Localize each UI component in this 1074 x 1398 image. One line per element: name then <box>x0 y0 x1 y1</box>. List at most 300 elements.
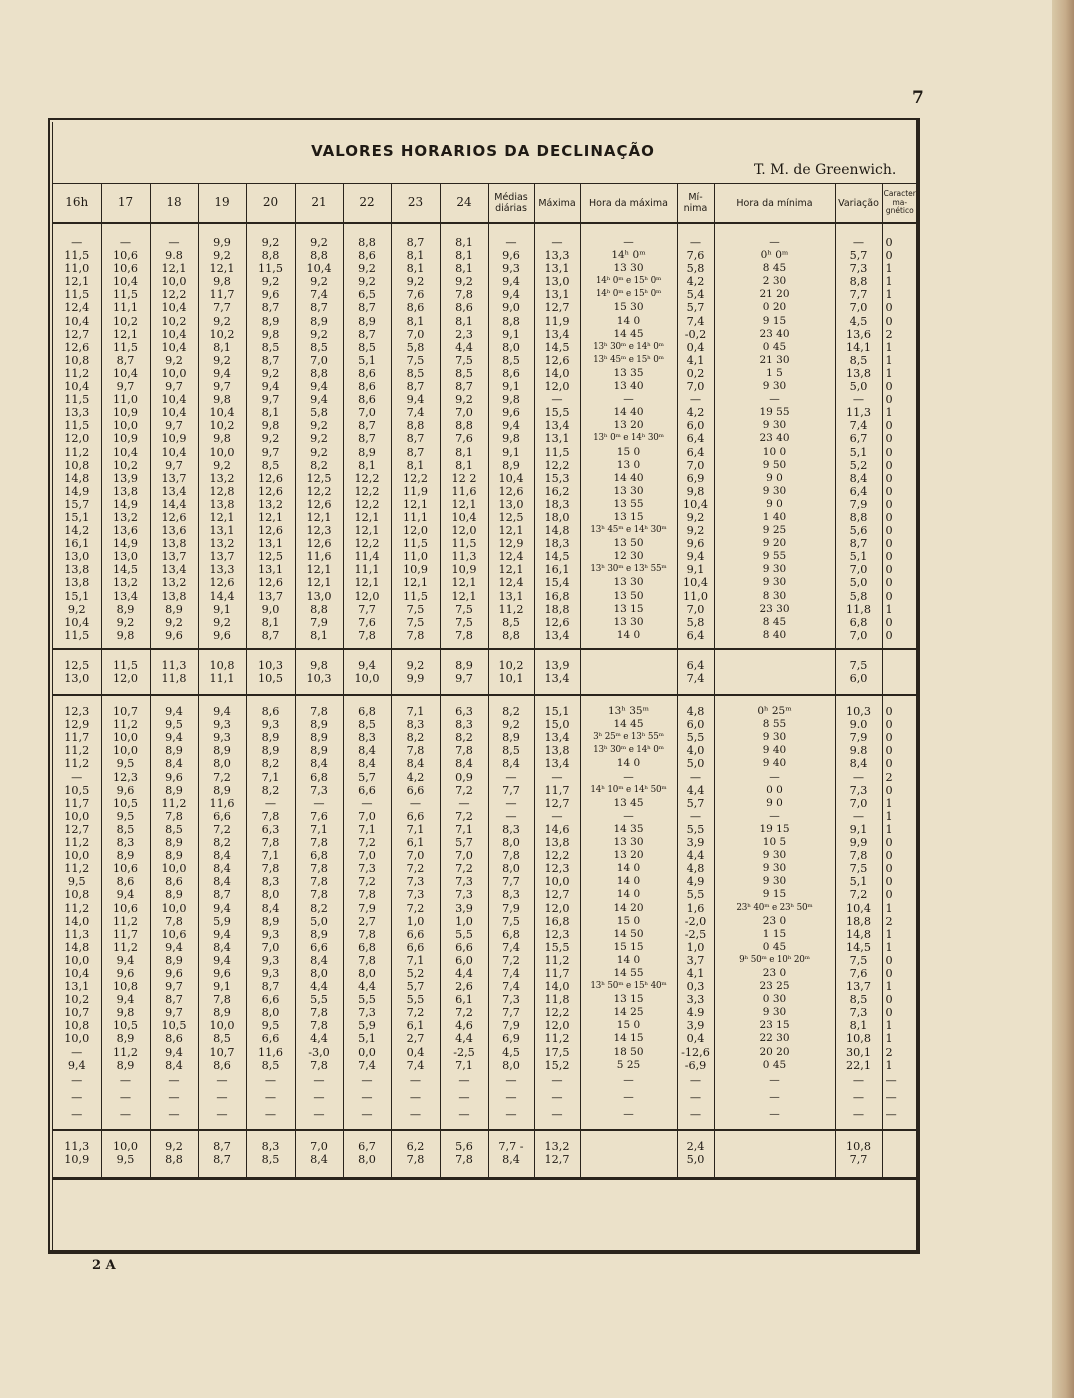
spacer-cell <box>714 649 835 659</box>
table-cell: 7,8 <box>295 836 343 849</box>
table-cell: 12,2 <box>343 485 391 498</box>
table-cell: 9,2 <box>101 616 150 629</box>
spacer-cell <box>198 223 246 236</box>
table-cell: 12,1 <box>343 524 391 537</box>
table-cell: 6,8 <box>343 941 391 954</box>
table-cell: 10,8 <box>101 980 150 993</box>
table-cell: 6,4 <box>677 446 714 459</box>
table-cell: 12,1 <box>391 576 440 589</box>
table-cell: 9.0 <box>835 718 882 731</box>
table-cell: 7,2 <box>440 810 488 823</box>
table-cell: 0 30 <box>714 993 835 1006</box>
table-cell: 18,0 <box>534 511 580 524</box>
table-cell: 12,7 <box>534 1153 580 1166</box>
table-cell: 14 0 <box>580 954 677 967</box>
spacer-cell <box>198 642 246 649</box>
table-cell: 12,4 <box>488 550 534 563</box>
table-cell: 13 30 <box>580 836 677 849</box>
table-cell: 4,2 <box>677 406 714 419</box>
table-cell: 8,7 <box>343 432 391 445</box>
section-divider <box>53 642 917 649</box>
table-cell: 9,4 <box>198 902 246 915</box>
table-cell: — <box>714 393 835 406</box>
table-row <box>53 275 917 288</box>
spacer-cell <box>882 1166 917 1179</box>
table-cell: — <box>150 1089 198 1106</box>
table-cell: 9 30 <box>714 563 835 576</box>
spacer-cell <box>440 695 488 705</box>
header-cell: 18 <box>150 184 198 224</box>
table-cell: 11,6 <box>246 1046 295 1059</box>
table-cell: 8,9 <box>150 849 198 862</box>
table-cell: 9,3 <box>246 718 295 731</box>
table-cell: 1 <box>885 262 893 276</box>
table-cell: 13,1 <box>534 288 580 301</box>
table-cell: 5,0 <box>677 757 714 770</box>
spacer-cell <box>198 1166 246 1179</box>
table-cell: 1 <box>885 822 893 836</box>
table-cell: 7,8 <box>391 1153 440 1166</box>
table-cell: 6,0 <box>677 419 714 432</box>
table-cell: 7,3 <box>440 875 488 888</box>
table-cell: 14,8 <box>53 472 101 485</box>
table-row <box>53 354 917 367</box>
table-cell: 7,5 <box>440 354 488 367</box>
spacer-cell <box>488 1130 534 1140</box>
table-cell: 6,8 <box>343 705 391 718</box>
table-cell: 12,6 <box>150 511 198 524</box>
table-cell: 7,7 <box>835 288 882 301</box>
header-cell: Hora da máxima <box>580 184 677 224</box>
table-cell: 8,6 <box>198 1059 246 1072</box>
table-cell: 13,8 <box>198 498 246 511</box>
table-cell: 8,3 <box>391 718 440 731</box>
table-cell: 4,4 <box>677 784 714 797</box>
table-cell: 8,7 <box>246 354 295 367</box>
table-cell: 7,1 <box>246 771 295 784</box>
table-cell: 12,4 <box>53 301 101 314</box>
table-cell: 7,0 <box>677 380 714 393</box>
spacer-cell <box>246 1130 295 1140</box>
table-cell: 9 40 <box>714 744 835 757</box>
table-cell: 8,4 <box>440 757 488 770</box>
table-cell: 9 30 <box>714 1006 835 1019</box>
table-cell: 9,2 <box>440 393 488 406</box>
table-cell: 7,7 - <box>488 1140 534 1153</box>
table-row <box>53 744 917 757</box>
table-cell: 12,7 <box>53 823 101 836</box>
table-cell: 1 <box>885 796 893 810</box>
table-cell: 11,5 <box>101 341 150 354</box>
section-divider <box>53 1123 917 1130</box>
spacer-cell <box>246 695 295 705</box>
table-cell: — <box>150 1072 198 1089</box>
table-cell: — <box>101 1072 150 1089</box>
table-cell: 8,4 <box>488 757 534 770</box>
table-cell: 8,9 <box>150 954 198 967</box>
table-cell: 8,7 <box>246 980 295 993</box>
table-cell: 13,8 <box>53 563 101 576</box>
table-cell: 12,1 <box>440 498 488 511</box>
table-cell: 9 30 <box>714 380 835 393</box>
table-cell: 4,5 <box>835 315 882 328</box>
table-cell: 13 35 <box>580 367 677 380</box>
table-cell: 7,3 <box>343 862 391 875</box>
table-cell: 10,4 <box>53 616 101 629</box>
table-cell: 8,9 <box>343 315 391 328</box>
spacer-cell <box>714 695 835 705</box>
page-number: 7 <box>912 88 924 108</box>
table-cell: — <box>677 1089 714 1106</box>
table-cell: 7,6 <box>440 432 488 445</box>
spacer-cell <box>101 1123 150 1130</box>
table-cell: 6,6 <box>391 810 440 823</box>
table-cell: 9 30 <box>714 862 835 875</box>
table-cell: — <box>835 810 882 823</box>
table-cell: 11,8 <box>150 672 198 685</box>
table-cell: — <box>295 1072 343 1089</box>
table-cell: 5,1 <box>835 446 882 459</box>
table-cell: 14,1 <box>835 341 882 354</box>
spacer-cell <box>882 1123 917 1130</box>
table-cell: 10,9 <box>150 432 198 445</box>
table-cell: 12,0 <box>534 902 580 915</box>
table-cell: 10,5 <box>101 1019 150 1032</box>
table-cell: — <box>150 236 198 249</box>
table-cell: 9,4 <box>488 419 534 432</box>
table-row <box>53 1032 917 1045</box>
table-cell: — <box>53 1072 101 1089</box>
table-cell: 9,5 <box>150 718 198 731</box>
spacer-cell <box>343 649 391 659</box>
table-cell: 9,2 <box>53 603 101 616</box>
table-cell: 7,3 <box>440 888 488 901</box>
table-cell <box>714 1140 835 1153</box>
table-cell: 13,3 <box>534 249 580 262</box>
header-cell: Hora da mínima <box>714 184 835 224</box>
spacer-cell <box>714 1130 835 1140</box>
spacer-cell <box>150 649 198 659</box>
table-cell: 1 <box>885 602 893 616</box>
table-cell: 13ʰ 45ᵐ e 14ʰ 30ᵐ <box>580 524 677 537</box>
table-cell: 8,3 <box>440 718 488 731</box>
table-row <box>53 888 917 901</box>
table-cell: 7,8 <box>440 288 488 301</box>
table-cell: 23 30 <box>714 603 835 616</box>
table-cell: 9,4 <box>101 993 150 1006</box>
table-cell: 9,7 <box>101 380 150 393</box>
table-cell: 9,6 <box>150 771 198 784</box>
spacer-cell <box>295 1166 343 1179</box>
table-cell: 7,8 <box>440 1153 488 1166</box>
table-cell: 23 40 <box>714 432 835 445</box>
spacer-cell <box>580 695 677 705</box>
table-cell: 7,2 <box>391 862 440 875</box>
table-cell: 10,4 <box>835 902 882 915</box>
table-cell: 13,1 <box>53 980 101 993</box>
spacer-cell <box>295 685 343 695</box>
table-cell: 8,7 <box>150 993 198 1006</box>
spacer-cell <box>488 695 534 705</box>
table-cell <box>882 659 917 672</box>
table-cell: 14,9 <box>101 537 150 550</box>
table-cell: 4,4 <box>295 1032 343 1045</box>
spacer-cell <box>150 695 198 705</box>
spacer-cell <box>150 642 198 649</box>
table-cell: 7,2 <box>835 888 882 901</box>
table-cell: 16,8 <box>534 590 580 603</box>
table-cell: 8,6 <box>440 301 488 314</box>
table-cell: 11,5 <box>53 629 101 642</box>
table-cell: 6,6 <box>391 784 440 797</box>
table-cell: 7,8 <box>488 849 534 862</box>
table-cell: 5,8 <box>677 616 714 629</box>
table-cell: 5,5 <box>677 823 714 836</box>
table-cell: 6,6 <box>391 928 440 941</box>
table-cell: 1 <box>885 809 893 823</box>
table-cell: 8,9 <box>295 315 343 328</box>
table-cell: 5,0 <box>835 380 882 393</box>
table-cell: 5,5 <box>677 731 714 744</box>
table-cell: 8,9 <box>101 1032 150 1045</box>
table-cell: 7,8 <box>295 875 343 888</box>
table-cell: 8,5 <box>246 341 295 354</box>
table-cell: 16,1 <box>53 537 101 550</box>
table-cell: 5,2 <box>835 459 882 472</box>
table-cell: 0 <box>885 589 893 603</box>
table-cell: 8,4 <box>198 875 246 888</box>
table-cell: 8,7 <box>295 301 343 314</box>
table-cell: 8,5 <box>391 367 440 380</box>
table-cell: 3,7 <box>677 954 714 967</box>
table-cell: 4,2 <box>391 771 440 784</box>
table-cell: 7,2 <box>440 784 488 797</box>
table-cell: 23 40 <box>714 328 835 341</box>
table-cell: 0 <box>885 849 893 863</box>
table-cell: 9,6 <box>198 967 246 980</box>
table-cell: 13 30 <box>580 262 677 275</box>
table-cell: 0 <box>885 705 893 719</box>
table-cell: 6,2 <box>391 1140 440 1153</box>
table-row <box>53 288 917 301</box>
table-cell: 8,6 <box>343 367 391 380</box>
table-cell: 13,1 <box>488 590 534 603</box>
table-cell: 14 0 <box>580 862 677 875</box>
table-cell: — <box>677 393 714 406</box>
table-cell: 8,8 <box>150 1153 198 1166</box>
table-cell: 0 <box>885 497 893 511</box>
spacer-cell <box>150 685 198 695</box>
table-cell: 4,4 <box>343 980 391 993</box>
table-cell: 9,9 <box>391 672 440 685</box>
table-cell: 9,6 <box>677 537 714 550</box>
table-cell: 9,2 <box>246 367 295 380</box>
table-cell: 23ʰ 40ᵐ e 23ʰ 50ᵐ <box>714 902 835 915</box>
table-cell: 8,6 <box>343 393 391 406</box>
table-cell: 8,3 <box>101 836 150 849</box>
table-cell: — <box>835 771 882 784</box>
table-cell: 1,0 <box>391 915 440 928</box>
table-cell: 14,9 <box>101 498 150 511</box>
table-cell: — <box>580 1089 677 1106</box>
table-cell: 14,5 <box>835 941 882 954</box>
table-cell: 11,3 <box>53 1140 101 1153</box>
table-row <box>53 485 917 498</box>
table-cell: 1 <box>885 353 893 367</box>
table-row <box>53 1072 917 1089</box>
table-cell: 1,6 <box>677 902 714 915</box>
table-row <box>53 810 917 823</box>
table-cell: 12,3 <box>534 862 580 875</box>
table-cell: 7,4 <box>295 288 343 301</box>
table-row <box>53 954 917 967</box>
table-cell: 12,2 <box>343 472 391 485</box>
table-cell: 7,6 <box>295 810 343 823</box>
table-cell: 7,0 <box>835 797 882 810</box>
table-cell: 7,1 <box>391 823 440 836</box>
spacer-cell <box>101 685 150 695</box>
page-title: VALORES HORARIOS DA DECLINAÇÃO <box>311 142 655 160</box>
table-cell: — <box>835 236 882 249</box>
table-cell: 10,0 <box>53 1032 101 1045</box>
table-cell: 7,4 <box>677 672 714 685</box>
table-cell: 9,2 <box>295 275 343 288</box>
table-cell: 13,3 <box>53 406 101 419</box>
table-row <box>53 1089 917 1106</box>
table-cell: 12,1 <box>391 498 440 511</box>
table-cell: 14 40 <box>580 472 677 485</box>
table-cell: 8,1 <box>343 459 391 472</box>
table-cell: 4,9 <box>677 875 714 888</box>
table-cell: 7,4 <box>343 1059 391 1072</box>
spacer-cell <box>882 1130 917 1140</box>
spacer-cell <box>295 1123 343 1130</box>
table-cell: 13,7 <box>246 590 295 603</box>
spacer-cell <box>53 1123 101 1130</box>
table-cell: — <box>53 236 101 249</box>
spacer-cell <box>53 1130 101 1140</box>
table-cell: 10,6 <box>101 262 150 275</box>
table-cell: 14,0 <box>534 367 580 380</box>
table-cell: 14 0 <box>580 875 677 888</box>
table-cell: 10,4 <box>677 498 714 511</box>
table-cell: 10,3 <box>295 672 343 685</box>
spacer-cell <box>835 642 882 649</box>
table-cell: 9,4 <box>150 705 198 718</box>
table-cell: 15,5 <box>534 941 580 954</box>
spacer-cell <box>534 1166 580 1179</box>
table-row <box>53 771 917 784</box>
table-cell: 13,4 <box>534 672 580 685</box>
table-cell: 9,3 <box>246 967 295 980</box>
table-cell: 8,3 <box>488 888 534 901</box>
table-cell: 13,2 <box>101 511 150 524</box>
table-cell: 4,4 <box>440 1032 488 1045</box>
spacer-cell <box>580 223 677 236</box>
table-cell: 11,5 <box>391 590 440 603</box>
table-cell: 10,5 <box>150 1019 198 1032</box>
table-cell: — <box>580 771 677 784</box>
table-cell: 12,2 <box>343 498 391 511</box>
table-cell: 7,8 <box>343 629 391 642</box>
table-cell: 12,1 <box>150 262 198 275</box>
table-cell: 5,8 <box>391 341 440 354</box>
table-cell: 7,8 <box>343 888 391 901</box>
table-cell: 11,3 <box>53 928 101 941</box>
table-cell: 12,5 <box>488 511 534 524</box>
table-cell: 10,8 <box>53 459 101 472</box>
table-cell: 9,6 <box>488 406 534 419</box>
table-cell: 7,4 <box>391 406 440 419</box>
table-cell: 10,0 <box>150 367 198 380</box>
table-row <box>53 236 917 249</box>
table-cell: 7,0 <box>246 941 295 954</box>
spacer-cell <box>580 685 677 695</box>
table-cell: 14,2 <box>53 524 101 537</box>
table-cell: 11,2 <box>53 757 101 770</box>
table-cell: 8,6 <box>391 301 440 314</box>
table-cell: 12,0 <box>101 672 150 685</box>
spacer-cell <box>343 695 391 705</box>
table-cell: 9,2 <box>198 249 246 262</box>
table-cell: 9,2 <box>246 236 295 249</box>
spacer-row <box>53 1130 917 1140</box>
table-cell: 8,9 <box>150 603 198 616</box>
table-cell: 13,4 <box>534 328 580 341</box>
table-cell: 9,6 <box>101 784 150 797</box>
table-cell: 0 <box>885 537 893 551</box>
table-cell: 8,5 <box>343 341 391 354</box>
table-cell: 0 <box>885 718 893 732</box>
table-cell: 8,7 <box>343 301 391 314</box>
table-cell: 8,8 <box>295 603 343 616</box>
table-cell: 10 0 <box>714 446 835 459</box>
table-cell: 9 30 <box>714 849 835 862</box>
table-cell: 0 <box>885 744 893 758</box>
spacer-cell <box>488 1166 534 1179</box>
table-cell: 9 30 <box>714 875 835 888</box>
table-cell: 13 15 <box>580 603 677 616</box>
table-cell: 6,3 <box>246 823 295 836</box>
table-cell: 10,4 <box>150 406 198 419</box>
table-cell: 13,4 <box>101 590 150 603</box>
table-cell: 9,1 <box>198 980 246 993</box>
table-cell: 9,8 <box>295 659 343 672</box>
table-cell: 7,0 <box>343 810 391 823</box>
table-cell: 5,1 <box>343 1032 391 1045</box>
table-cell: -0,2 <box>677 328 714 341</box>
table-cell: 12,7 <box>534 888 580 901</box>
table-cell: — <box>488 810 534 823</box>
table-cell: 7,8 <box>246 862 295 875</box>
table-cell: 8,4 <box>150 1059 198 1072</box>
table-cell: 6,9 <box>488 1032 534 1045</box>
table-cell: 13,0 <box>101 550 150 563</box>
table-cell: 10,0 <box>534 875 580 888</box>
table-cell: 7,5 <box>391 603 440 616</box>
table-cell: 10,4 <box>101 446 150 459</box>
table-cell: — <box>246 1072 295 1089</box>
table-cell: 0,3 <box>677 980 714 993</box>
spacer-cell <box>488 1123 534 1130</box>
table-cell: 18 50 <box>580 1046 677 1059</box>
table-cell: 0 45 <box>714 1059 835 1072</box>
table-cell: 1 15 <box>714 928 835 941</box>
table-row <box>53 731 917 744</box>
table-row <box>53 616 917 629</box>
table-cell: 11,5 <box>246 262 295 275</box>
table-cell: 18,8 <box>534 603 580 616</box>
